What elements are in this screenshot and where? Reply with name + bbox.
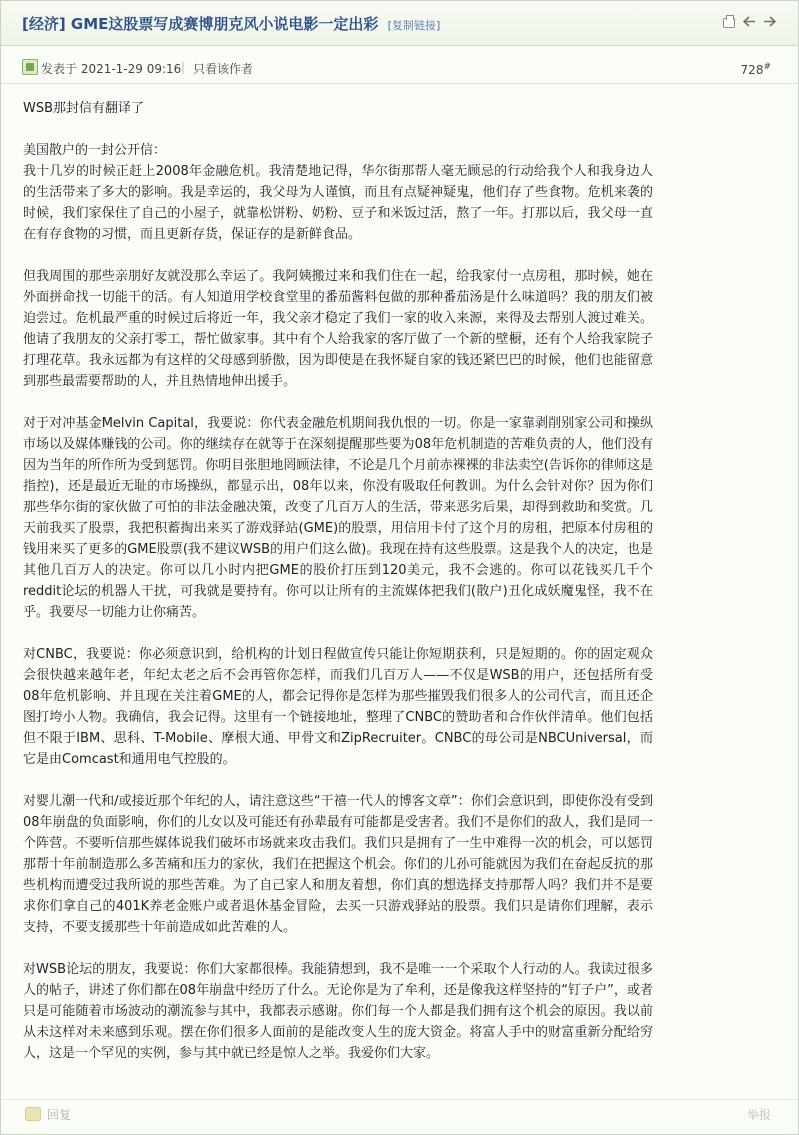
copy-link-button[interactable]: [复制链接] [387, 19, 441, 32]
thread-title-text: [经济] GME这股票写成赛博朋克风小说电影一定出彩 [22, 15, 379, 33]
title-toolbar [722, 14, 776, 28]
thread-title [22, 13, 440, 34]
reply-icon [25, 1107, 41, 1121]
post-paragraph: WSB那封信有翻译了 [23, 101, 145, 116]
print-icon[interactable] [722, 14, 736, 28]
post-paragraph: 对婴儿潮一代和/或接近那个年纪的人，请注意这些“干禧一代人的博客文章”：你们会意识到，即使你没有受到08年崩盘的负面影响，你们的儿女以及可能还有孙辈最有可能都是受害者。我们不是你们的敌人，我们是同一个阵营。不要听信那些媒体说我们破坏市场就来攻击我们。我们只是拥有了一生中难得一次的机会，可以惩罚那帮十年前制造那么多苦痛和压力的家伙，我们在把握这个机会。你们的儿孙可能就因为我们在奋起反抗的那些机构而遭受过我所说的那些苦难。为了自己家人和朋友着想，你们真的想选择支持那帮人吗？我们并不是要求你们拿自己的401K养老金账户或者退休基金冒险，去买一只游戏驿站的股票。我们只是请你们理解，表示支持，不要支援那些十年前造成如此苦难的人。 [23, 794, 653, 935]
post-paragraph: 但我周围的那些亲朋好友就没那么幸运了。我阿姨搬过来和我们住在一起，给我家付一点房租，那时候，她在外面拼命找一切能干的活。有人知道用学校食堂里的番茄酱料包做的那种番茄汤是什么味道吗？我的朋友们被迫尝过。危机最严重的时候过后将近一年，我父亲才稳定了我们一家的收入来源，来得及去帮别人渡过难关。他请了我朋友的父亲打零工，帮忙做家事。其中有个人给我家的客厅做了一个新的壁橱，还有个人给我家院子打理花草。我永远都为有这样的父母感到骄傲，因为即使是在我怀疑自家的钱还紧巴巴的时候，他们也能留意到那些最需要帮助的人，并且热情地伸出援手。 [23, 269, 653, 389]
floor-number-suffix: # [763, 62, 771, 72]
meta-separator: | [181, 60, 186, 74]
arrow-right-icon[interactable] [762, 14, 776, 28]
floor-number-value: 728 [740, 63, 764, 77]
post-paragraph: 对CNBC，我要说：你必须意识到，给机构的计划日程做宣传只能让你短期获利，只是短期的。你的固定观众会很快越来越年老，年纪太老之后不会再管你怎样，而我们几百万人——不仅是WSB的用户，还包括所有受08年危机影响、并且现在关注着GME的人，都会记得你是怎样为那些摧毁我们很多人的公司代言，而且还企图打垮小人物。我确信，我会记得。这里有一个链接地址，整理了CNBC的赞助者和合作伙伴清单。他们包括但不限于IBM、思科、T-Mobile、摩根大通、甲骨文和ZipRecruiter。CNBC的母公司是NBCUniversal，而它是由Comcast和通用电气控股的。 [23, 647, 653, 767]
post-paragraph: 美国散户的一封公开信： [23, 143, 167, 158]
user-status-icon [22, 59, 38, 75]
report-button[interactable]: 举报 [746, 1108, 771, 1122]
thread-title-bar [1, 1, 798, 46]
reply-button[interactable]: 回复 [47, 1108, 72, 1122]
post-timestamp: 发表于 2021-1-29 09:16 [41, 62, 182, 76]
post-paragraph: 我十几岁的时候正赶上2008年金融危机。我清楚地记得，华尔街那帮人毫无顾忌的行动给我个人和我身边人的生活带来了多大的影响。我是幸运的，我父母为人谨慎，而且有点疑神疑鬼，他们存了些食物。危机来袭的时候，我们家保住了自己的小屋子，就靠松饼粉、奶粉、豆子和米饭过活，熬了一年。打那以后，我父母一直在有存食物的习惯，而且更新存货，保证存的是新鲜食品。 [23, 164, 653, 242]
post-meta-bar [1, 53, 798, 84]
arrow-left-icon[interactable] [742, 14, 756, 28]
post-paragraph: 对于对冲基金Melvin Capital，我要说：你代表金融危机期间我仇恨的一切。你是一家靠剥削别家公司和操纵市场以及媒体赚钱的公司。你的继续存在就等于在深刻提醒那些要为08年危机制造的苦难负责的人，他们没有因为当年的所作所为受到惩罚。你明目张胆地罔顾法律，不论是几个月前赤裸裸的非法卖空(告诉你的律师这是指控)，还是最近无耻的市场操纵，都显示出，08年以来，你没有吸取任何教训。为什么会针对你？因为你们那些华尔街的家伙做了可怕的非法金融决策，改变了几百万人的生活，带来恶劣后果，却得到救助和奖赏。几天前我买了股票，我把积蓄掏出来买了游戏驿站(GME)的股票，用信用卡付了这个月的房租，把原本付房租的钱用来买了更多的GME股票(我不建议WSB的用户们这么做)。我现在持有这些股票。这是我个人的决定，也是其他几百万人的决定。你可以几小时内把GME的股价打压到120美元，我不会逃的。你可以花钱买几千个reddit论坛的机器人干扰，可我就是要持有。你可以让所有的主流媒体把我们(散户)丑化成妖魔鬼怪，我不在乎。我要尽一切能力让你痛苦。 [23, 416, 653, 620]
post-paragraph: 对WSB论坛的朋友，我要说：你们大家都很棒。我能猜想到，我不是唯一一个采取个人行动的人。我读过很多人的帖子，讲述了你们都在08年崩盘中经历了什么。无论你是为了牟利，还是像我这样坚持的“钉子户”，或者只是可能随着市场波动的潮流参与其中，我都表示感谢。你们每一个人都是我们拥有这个机会的原因。我以前从未这样对未来感到乐观。摆在你们很多人面前的是能改变人生的庞大资金。将富人手中的财富重新分配给穷人，这是一个罕见的实例，参与其中就已经是惊人之举。我爱你们大家。 [23, 962, 653, 1061]
floor-number[interactable] [741, 62, 771, 77]
view-author-only-link[interactable]: 只看该作者 [193, 62, 254, 76]
post-content [23, 98, 653, 1085]
post-footer [1, 1099, 798, 1130]
